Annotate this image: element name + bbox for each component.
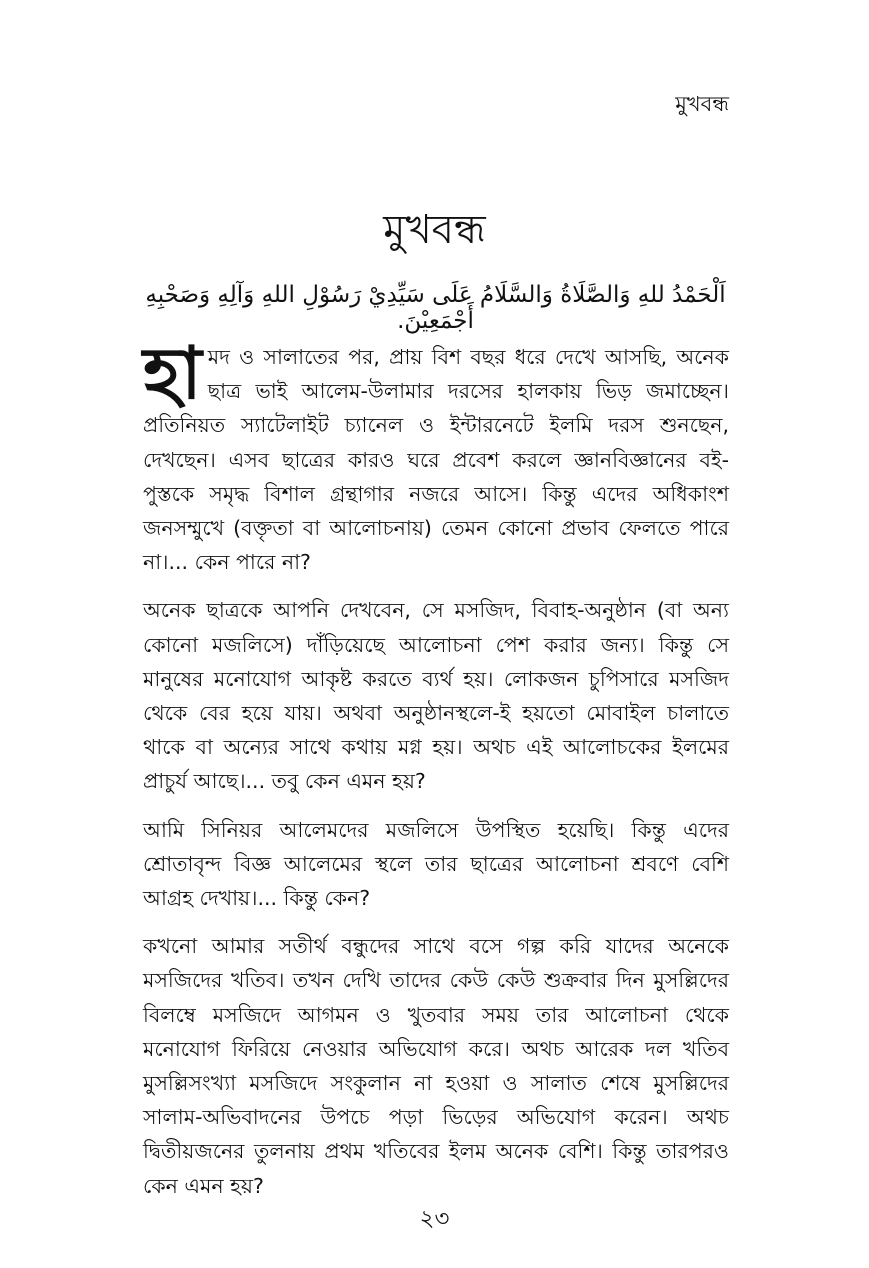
page-number: ২৩ — [419, 1206, 450, 1232]
paragraph-1-text: মদ ও সালাতের পর, প্রায় বিশ বছর ধরে দেখে আসছি, অনেক ছাত্র ভাই আলেম-উলামার দরসের হালকায় ভিড় জমাচ্ছেন। প্রতিনিয়ত স্যাটেলাইট চ্যানেল ও ইন্টারনেটে ইলমি দরস শুনছেন, দেখছেন। এসব ছাত্রের কারও ঘরে প্রবেশ করলে জ্ঞানবিজ্ঞানের বই-পুস্তকে সমৃদ্ধ বিশাল গ্রন্থাগার নজরে আসে। কিন্তু এদের অধিকাংশ জনসম্মুখে (বক্তৃতা বা আলোচনায়) তেমন কোনো প্রভাব ফেলতে পারে না।... কেন পারে না? — [143, 345, 729, 575]
arabic-invocation: اَلْحَمْدُ للهِ وَالصَّلَاةُ وَالسَّلَامُ عَلَى سَيِّدِيْ رَسُوْلِ اللهِ وَآلِهِ وَصَحْبِهِ أَجْمَعِيْنَ. — [145, 282, 726, 334]
paragraph-4: কখনো আমার সতীর্থ বন্ধুদের সাথে বসে গল্প করি যাদের অনেকে মসজিদের খতিব। তখন দেখি তাদের কেউ কেউ শুক্রবার দিন মুসল্লিদের বিলম্বে মসজিদে আগমন ও খুতবার সময় তার আলোচনা থেকে মনোযোগ ফিরিয়ে নেওয়ার অভিযোগ করে। অথচ আরেক দল খতিব মুসল্লিসংখ্যা মসজিদে সংকুলান না হওয়া ও সালাত শেষে মুসল্লিদের সালাম-অভিবাদনের উপচে পড়া ভিড়ের অভিযোগ করেন। অথচ দ্বিতীয়জনের তুলনায় প্রথম খতিবের ইলম অনেক বেশি। কিন্তু তারপরও কেন এমন হয়? — [143, 934, 729, 1198]
drop-cap: হা — [143, 331, 202, 415]
running-header: মুখবন্ধ — [675, 92, 729, 116]
paragraph-3: আমি সিনিয়র আলেমদের মজলিসে উপস্থিত হয়েছি। কিন্তু এদের শ্রোতাবৃন্দ বিজ্ঞ আলেমের স্থলে তার ছাত্রের আলোচনা শ্রবণে বেশি আগ্রহ দেখায়।... কিন্তু কেন? — [143, 817, 729, 911]
paragraph-2: অনেক ছাত্রকে আপনি দেখবেন, সে মসজিদ, বিবাহ-অনুষ্ঠান (বা অন্য কোনো মজলিসে) দাঁড়িয়েছে আলোচনা পেশ করার জন্য। কিন্তু সে মানুষের মনোযোগ আকৃষ্ট করতে ব্যর্থ হয়। লোকজন চুপিসারে মসজিদ থেকে বের হয়ে যায়। অথবা অনুষ্ঠানস্থলে-ই হয়তো মোবাইল চালাতে থাকে বা অন্যের সাথে কথায় মগ্ন হয়। অথচ এই আলোচকের ইলমের প্রাচুর্য আছে।... তবু কেন এমন হয়? — [143, 598, 729, 794]
body-text — [143, 331, 729, 1217]
paragraph-1 — [143, 331, 729, 579]
chapter-title: মুখবন্ধ — [383, 207, 486, 253]
